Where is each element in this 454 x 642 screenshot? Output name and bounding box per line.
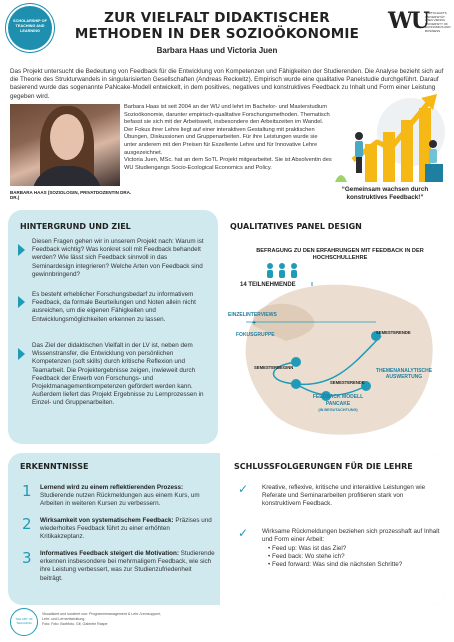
erkenntnis-2	[40, 517, 216, 542]
illus-person-2-head	[429, 140, 437, 148]
einzelinterviews-label: EINZELINTERVIEWS	[228, 312, 277, 318]
begutachtung-label: (IN BEGUTACHTUNG)	[318, 408, 358, 412]
illus-pedestal	[425, 164, 443, 182]
fokusgruppe-label: FOKUSGRUPPE	[236, 332, 275, 338]
feed-up: • Feed up: Was ist das Ziel?	[268, 545, 347, 552]
pancake-label: PANCAKE	[325, 401, 351, 407]
hintergrund-p3: Das Ziel der didaktischen Vielfalt in der LV ist, neben dem Wissenstransfer, die Entwicklung von persönlichen Kompetenzen (soft skills) durch kritische Reflexion und Teamarbeit. Die Projektergebnisse zeigen, inwieweit durch Feedback der Erwerb von Forschungs- und Projektmanagementkompetenzen gefördert werden kann. Außerdem liefert das Projekt Ergebnisse zu Lernprozessen in Einzel- und Gruppenarbeiten.	[32, 342, 204, 407]
author-bio	[124, 104, 332, 172]
semesterbeginn-label: SEMESTERBEGINN	[254, 365, 294, 370]
panel-design-diagram	[226, 236, 446, 446]
semesterende-label-2: SEMESTERENDE	[330, 380, 365, 385]
photo-caption: BARBARA HAAS (SOZIOLOGIN, PRIVATDOZENTIN DRA. DR.)	[10, 190, 132, 200]
people-icons	[267, 263, 297, 278]
wu-logo-text: WIRTSCHAFTS UNIVERSITÄT WIEN VIENNA UNIVERSITY OF ECONOMICS AND BUSINESS	[425, 11, 451, 33]
number-1: 1	[22, 482, 32, 500]
footer-line-2: Lehr- und Lernentwicklung	[42, 617, 85, 621]
erkenntnis-1-text: Studierende nutzen Rückmeldungen aus einem Kurs, um Arbeiten in weiteren Kursen zu verbessern.	[40, 492, 200, 508]
semesterende-label-1: SEMESTERENDE	[376, 330, 411, 335]
author-photo	[10, 104, 120, 186]
arrow-icon	[18, 244, 25, 256]
erkenntnis-2-head: Wirksamkeit von systematischem Feedback:	[40, 517, 174, 524]
illus-plant	[335, 175, 347, 182]
illus-bar-2	[383, 132, 395, 182]
schluss-title: SCHLUSSFOLGERUNGEN FÜR DIE LEHRE	[234, 462, 413, 471]
feed-forward: • Feed forward: Was sind die nächsten Schritte?	[268, 561, 403, 569]
bio-juen: Victoria Juen, MSc. hat an dem SoTL Projekt mitgearbeitet. Sie ist Absolventin des WU Studiengangs Socio-Ecological Economics and Policy.	[124, 157, 332, 171]
number-3: 3	[22, 549, 32, 567]
sotl-badge	[8, 6, 52, 50]
erkenntnis-1	[40, 484, 216, 509]
footer-credits	[42, 612, 292, 627]
illus-person-1-legs	[356, 157, 362, 173]
arrow-icon	[18, 296, 25, 308]
teilnehmende-label: 14 TEILNEHMENDE	[240, 282, 296, 288]
number-2: 2	[22, 515, 32, 533]
arrow-icon	[18, 348, 25, 360]
themenanalytische-label: THEMENANALYTISCHE AUSWERTUNG	[375, 368, 433, 380]
illus-person-1-body	[355, 141, 363, 157]
intro-text: Das Projekt untersucht die Bedeutung von Feedback für die Entwicklung von Kompetenzen und Fähigkeiten der Studierenden. Die Analyse bezieht sich auf die Theorie des Strukturwandels in singularisierten Gesellschaften (Andreas Reckwitz). Empirisch wurde eine qualitative Panelstudie durchgeführt. Darauf basierend wurde das sogenannte PaNcake-Modell entwickelt, in dem positives, negatives und konstruktives Feedback zu Inhalt und Form einer Leistung gegeben wird.	[10, 68, 444, 100]
illus-person-1-head	[355, 132, 363, 140]
illus-person-2-body	[429, 149, 437, 163]
photo-face	[50, 114, 84, 160]
erkenntnis-2-text: Präzises und wiederholtes Feedback führt zu einer erhöhten Kritikakzeptanz.	[40, 517, 212, 541]
feed-back: • Feed back: Wo stehe ich?	[268, 553, 345, 561]
hintergrund-p2: Es besteht erheblicher Forschungsbedarf zu informativem Feedback, da formale Beurteilungen und Noten allein nicht ausreichen, um die eigenen Fähigkeiten und Entwicklungsmöglichkeiten erkennen zu lassen.	[32, 291, 196, 323]
schluss-item-2: Wirksame Rückmeldungen beziehen sich prozesshaft auf Inhalt und Form einer Arbeit:	[262, 528, 440, 544]
bio-haas: Barbara Haas ist seit 2004 an der WU und lehrt im Bachelor- und Masterstudium Sozioökonomie, darunter empirisch-qualitative Forschungsmethoden. Thematisch befasst sie sich mit der Arbeitswelt, insbesondere den Arbeitszeiten im Wandel. Der Fokus ihrer Lehre liegt auf einer interaktiven Gestaltung mit praktischen Übungen, Diskussionen und Gruppenarbeiten. Für ihre Leistungen wurde sie unter anderem mit den Preisen für Exzellente Lehre und für Innovative Lehre ausgezeichnet.	[124, 104, 330, 156]
feedback-modell-label: FEEDBACK MODELL	[312, 394, 364, 400]
schluss-item-1: Kreative, reflexive, kritische und interaktive Leistungen wie Referate und Seminararbeiten profitieren stark von konstruktivem Feedback.	[262, 484, 426, 508]
erkenntnis-3-text: Studierende erkennen insbesondere bei mehrmaligem Feedback, wie sich ihre Leistung verbessert, was zur Studienzufriedenheit beiträgt.	[40, 550, 215, 582]
erkenntnis-3	[40, 550, 216, 583]
check-icon: ✓	[238, 482, 249, 496]
quote: “Gemeinsam wachsen durch konstruktives Feedback!”	[341, 186, 429, 201]
art-of-teaching-logo: THE ART OF TEACHING	[10, 608, 38, 636]
erkenntnisse-title: ERKENNTNISSE	[20, 462, 89, 471]
check-icon: ✓	[238, 526, 249, 540]
badge-text: SCHOLARSHIP OF TEACHING AND LEARNING	[13, 19, 47, 33]
hintergrund-title: HINTERGRUND UND ZIEL	[20, 222, 131, 231]
wu-logo: WU	[388, 8, 428, 34]
footer-line-1: Visualisiert und kuratiert von: Programmmanagement & Lehr-/Lernsupport,	[42, 612, 161, 616]
feed-list	[268, 545, 444, 570]
plus-label: +	[252, 320, 257, 327]
erkenntnis-1-head: Lernend wird zu einem reflektierenden Prozess:	[40, 484, 184, 491]
growth-illustration	[325, 86, 451, 188]
node-marker	[291, 379, 301, 389]
panel-subtitle: BEFRAGUNG ZU DEN ERFAHRUNGEN MIT FEEDBACK IN DER HOCHSCHULLEHRE	[256, 248, 424, 261]
erkenntnis-3-head: Informatives Feedback steigert die Motivation:	[40, 550, 179, 557]
hintergrund-p1: Diesen Fragen gehen wir in unserem Projekt nach: Warum ist Feedback wichtig? Was konkret soll mit Feedback behandelt werden? Wie lässt sich Feedback sinnvoll in das Seminardesign integrieren? Welche Arten von Feedback sind gewinnbringend?	[32, 238, 204, 278]
panel-design-title: QUALITATIVES PANEL DESIGN	[230, 222, 362, 231]
footer-line-3: Foto: Foto: Barbfoto, Gif, Gabriele Raspe	[42, 622, 108, 626]
poster-title: ZUR VIELFALT DIDAKTISCHER METHODEN IN DER SOZIOÖKONOMIE	[74, 10, 360, 42]
poster-authors: Barbara Haas und Victoria Juen	[156, 46, 278, 55]
